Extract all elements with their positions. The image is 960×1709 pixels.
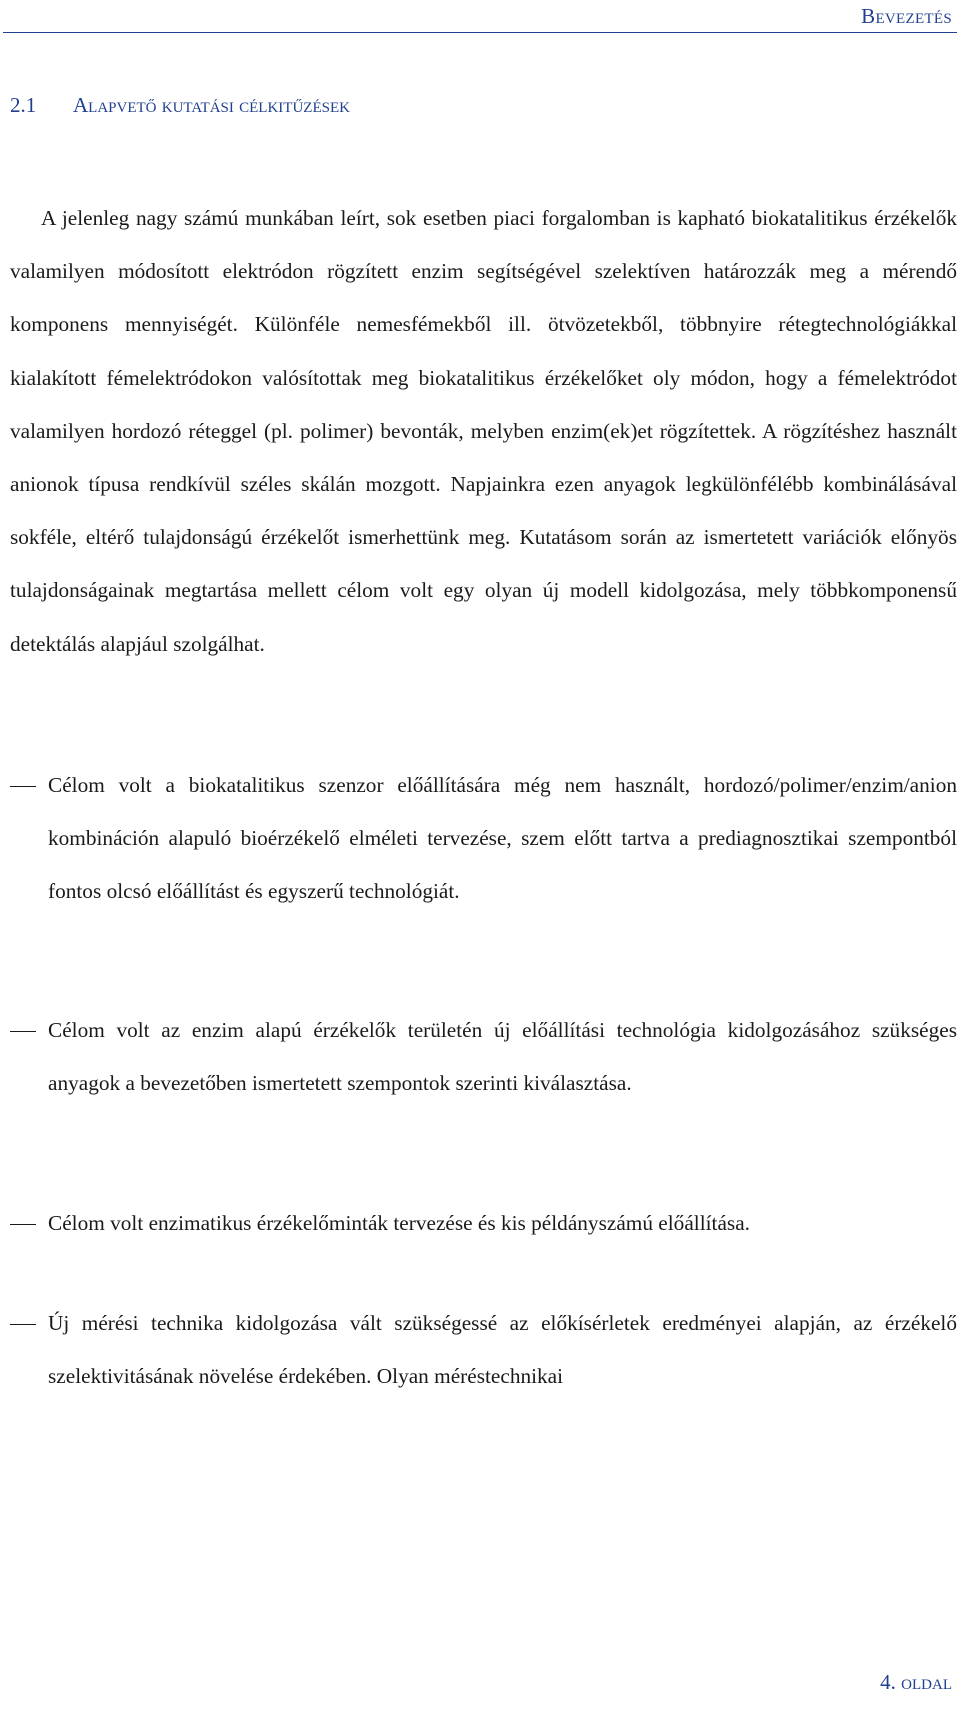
section-heading — [10, 93, 350, 118]
page-header — [0, 0, 960, 35]
bullet-text: Célom volt a biokatalitikus szenzor előállítására még nem használt, hordozó/polimer/enzim/anion kombináción alapuló bioérzékelő elméleti tervezése, szem előtt tartva a prediagnosztikai szempontból fontos olcsó előállítást és egyszerű technológiát. — [48, 773, 957, 904]
dash-bullet-icon — [10, 1197, 36, 1250]
bullet-item — [10, 759, 957, 919]
page-number: 4. — [880, 1670, 896, 1694]
dash-bullet-icon — [10, 1004, 36, 1057]
bullet-item — [10, 1197, 957, 1250]
dash-bullet-icon — [10, 759, 36, 812]
bullet-item — [10, 1297, 957, 1403]
bullet-item — [10, 1004, 957, 1110]
bullet-text: Új mérési technika kidolgozása vált szükségessé az előkísérletek eredményei alapján, az érzékelő szelektivitásának növelése érdekében. Olyan méréstechnikai — [48, 1311, 957, 1389]
section-number: 2.1 — [10, 93, 37, 117]
bullet-text: Célom volt enzimatikus érzékelőminták tervezése és kis példányszámú előállítása. — [48, 1211, 750, 1235]
bullet-text: Célom volt az enzim alapú érzékelők területén új előállítási technológia kidolgozásához szükséges anyagok a bevezetőben ismertetett szempontok szerinti kiválasztása. — [48, 1018, 957, 1096]
header-rule — [3, 32, 957, 33]
intro-paragraph: A jelenleg nagy számú munkában leírt, sok esetben piaci forgalomban is kapható biokatalitikus érzékelők valamilyen módosított elektródon rögzített enzim segítségével szelektíven határozzák meg a mérendő komponens mennyiségét. Különféle nemesfémekből ill. ötvözetekből, többnyire rétegtechnológiákkal kialakított fémelektródokon valósítottak meg biokatalitikus érzékelőket oly módon, hogy a fémelektródot valamilyen hordozó réteggel (pl. polimer) bevonták, melyben enzim(ek)et rögzítettek. A rögzítéshez használt anionok típusa rendkívül széles skálán mozgott. Napjainkra ezen anyagok legkülönfélébb kombinálásával sokféle, eltérő tulajdonságú érzékelőt ismerhettünk meg. Kutatásom során az ismertetett variációk előnyös tulajdonságainak megtartása mellett célom volt egy olyan új modell kidolgozása, mely többkomponensű detektálás alapjául szolgálhat. — [10, 206, 957, 656]
page-footer — [880, 1670, 952, 1695]
page-label: oldal — [901, 1670, 952, 1694]
dash-bullet-icon — [10, 1297, 36, 1350]
section-title: Alapvető kutatási célkitűzések — [73, 93, 350, 117]
header-title: Bevezetés — [861, 4, 952, 28]
